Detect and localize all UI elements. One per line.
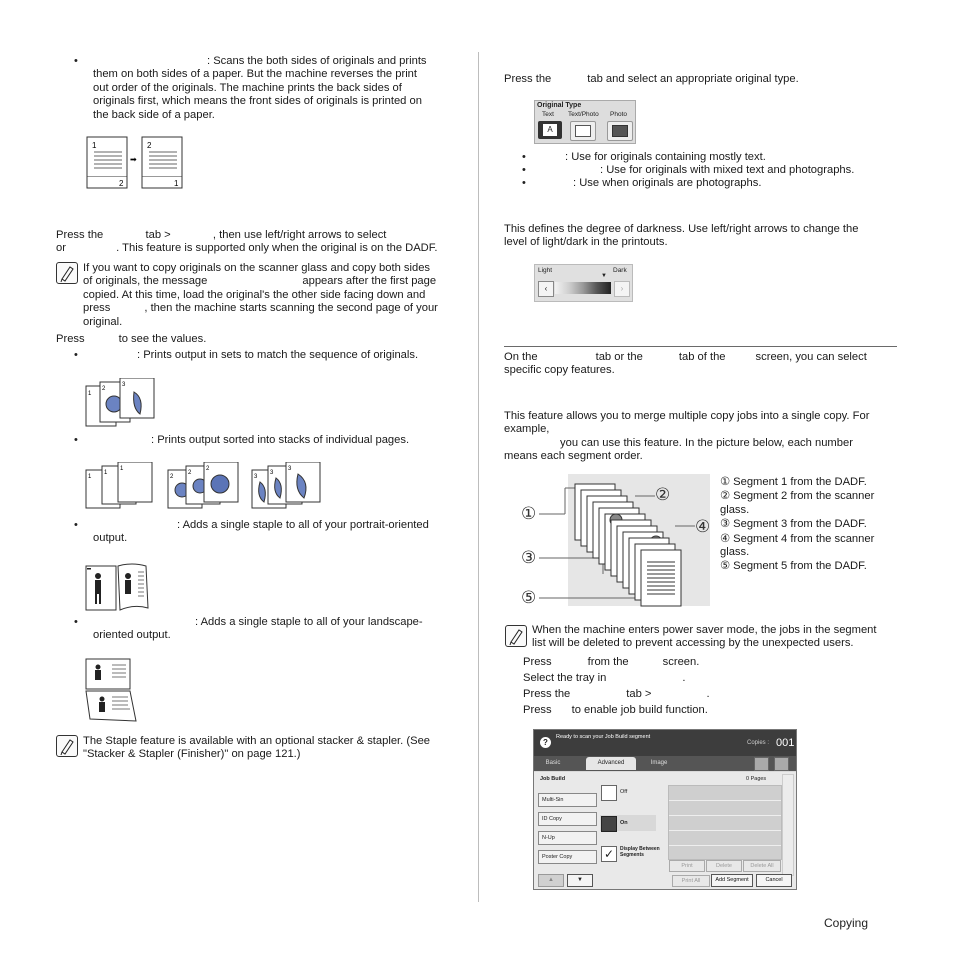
segment-marker-5: ⑤ [521, 588, 537, 608]
delete-all-button[interactable]: Delete All [743, 860, 781, 872]
duplex-instruction: Press the tab > , then use left/right arrows to select or . This feature is supported only when the original is on the DADF. [56, 229, 438, 255]
bullet: • [522, 151, 526, 163]
display-between-checkbox[interactable]: ✓ [601, 846, 617, 862]
step-4: Press to enable job build function. [523, 704, 708, 716]
svg-text:3: 3 [288, 466, 292, 472]
job-build-screen [533, 729, 797, 890]
uncollated-figure [84, 462, 326, 510]
bullet: • [522, 164, 526, 176]
copies-label: Copies : [747, 740, 770, 746]
section-title: Job Build [540, 776, 566, 782]
original-type-label: Text [542, 111, 554, 118]
textphoto-type-desc: : Use for originals with mixed text and photographs. [600, 164, 855, 176]
print-all-button[interactable]: Print All [672, 875, 710, 887]
letter-a-icon: A [543, 124, 557, 136]
svg-text:1: 1 [92, 141, 97, 150]
segment-legend: ① Segment 1 from the DADF. ② Segment 2 from the scanner glass. ③ Segment 3 from the DADF. ④ Segment 4 from the scanner glass. ⑤ Segment 5 from the DADF. [720, 475, 875, 573]
collated-text: : Prints output in sets to match the sequence of originals. [137, 349, 419, 361]
page-down-button[interactable]: ▼ [567, 874, 593, 887]
original-type-label: Photo [610, 111, 627, 118]
advanced-intro: On the tab or the tab of the screen, you can select specific copy features. [504, 351, 867, 377]
svg-text:2: 2 [170, 474, 174, 480]
step-2: Select the tray in . [523, 672, 686, 684]
svg-text:1: 1 [88, 391, 92, 397]
off-label: Off [620, 789, 628, 795]
svg-text:3: 3 [270, 470, 274, 476]
home-icon[interactable] [774, 757, 789, 771]
n-up-button[interactable]: N-Up [538, 831, 597, 845]
poster-copy-button[interactable]: Poster Copy [538, 850, 597, 864]
on-label: On [620, 820, 628, 826]
photo-type-desc: : Use when originals are photographs. [573, 177, 762, 189]
svg-text:1: 1 [104, 470, 108, 476]
darkness-widget [534, 264, 633, 302]
note-power-saver: When the machine enters power saver mode, the jobs in the segment list will be deleted to prevent accessing by the unexpected users. [532, 624, 877, 650]
svg-text:2: 2 [206, 466, 210, 472]
uncollated-text: : Prints output sorted into stacks of individual pages. [151, 434, 410, 446]
original-type-text-button[interactable] [538, 121, 562, 139]
duplex-reverse-figure [86, 136, 186, 192]
status-message: Ready to scan your Job Build segment [556, 734, 651, 740]
note-scanner-glass: If you want to copy originals on the scanner glass and copy both sides of originals, the message appears after the first page copied. At this time, load the original's the other side facing down and press , then the machine starts scanning the second page of your original. [83, 262, 438, 328]
svg-text:2: 2 [147, 141, 152, 150]
help-icon[interactable]: ? [540, 737, 551, 748]
segment-figure [515, 474, 715, 608]
bullet: • [74, 55, 78, 67]
svg-text:1: 1 [120, 466, 124, 472]
staple-landscape-text: : Adds a single staple to all of your landscape- oriented output. [93, 616, 423, 642]
segment-marker-1: ① [521, 504, 537, 524]
segment-list[interactable] [668, 785, 782, 860]
svg-text:2: 2 [102, 386, 106, 392]
multi-sin-button[interactable]: Multi-Sin [538, 793, 597, 807]
on-radio[interactable] [601, 816, 617, 832]
note-staple: The Staple feature is available with an optional stacker & stapler. (See "Stacker & Stapler (Finisher)" on page 121.) [83, 735, 431, 761]
delete-button[interactable]: Delete [706, 860, 742, 872]
list-scrollbar[interactable] [782, 774, 794, 876]
original-type-photo-button[interactable] [607, 121, 633, 141]
id-copy-button[interactable]: ID Copy [538, 812, 597, 826]
dark-label: Dark [613, 267, 627, 274]
off-radio[interactable] [601, 785, 617, 801]
note-icon [56, 735, 78, 757]
photo-icon [612, 125, 628, 137]
step-1: Press from the screen. [523, 656, 700, 668]
tab-basic[interactable]: Basic [545, 760, 561, 766]
bullet: • [74, 434, 78, 446]
segment-marker-3: ③ [521, 548, 537, 568]
original-type-textphoto-button[interactable] [570, 121, 596, 141]
darkness-right-arrow[interactable]: › [614, 281, 630, 297]
tab-image[interactable]: Image [650, 760, 668, 766]
original-type-label: Text/Photo [568, 111, 599, 118]
text-photo-icon [575, 125, 591, 137]
bullet: • [522, 177, 526, 189]
staple-portrait-text: : Adds a single staple to all of your portrait-oriented output. [93, 519, 429, 545]
note-icon [56, 262, 78, 284]
staple-portrait-figure [84, 562, 154, 612]
bullet: • [74, 349, 78, 361]
page-count: 0 Pages [746, 776, 767, 782]
original-type-title: Original Type [537, 102, 582, 109]
original-type-widget [534, 100, 636, 144]
scroll-up-icon[interactable] [754, 757, 769, 771]
pointer-down-icon: ▼ [601, 273, 607, 279]
page-up-button[interactable]: ▲ [538, 874, 564, 887]
note-icon [505, 625, 527, 647]
svg-text:1: 1 [88, 474, 92, 480]
svg-text:3: 3 [122, 382, 126, 388]
darkness-text: This defines the degree of darkness. Use left/right arrows to change the level of light/dark in the printouts. [504, 223, 859, 249]
original-type-instruction: Press the tab and select an appropriate original type. [504, 73, 799, 85]
step-3: Press the tab > . [523, 688, 710, 700]
section-rule [504, 346, 897, 347]
column-divider [478, 52, 479, 902]
svg-text:2: 2 [119, 179, 124, 188]
job-build-intro: This feature allows you to merge multiple copy jobs into a single copy. For example, you can use this feature. In the picture below, each number means each segment order. [504, 410, 870, 463]
segment-marker-2: ② [655, 485, 671, 505]
duplex-reverse-text: : Scans the both sides of originals and prints them on both sides of a paper. But the machine reverses the print out order of the originals. The machine prints the back sides of originals first, which means the front sides of originals is printed on the back side of a paper. [93, 55, 427, 121]
cancel-button[interactable]: Cancel [756, 874, 792, 887]
copies-value: 001 [776, 737, 795, 749]
svg-text:➡: ➡ [130, 155, 137, 164]
segment-marker-4: ④ [695, 517, 711, 537]
svg-text:3: 3 [254, 474, 258, 480]
print-segment-button[interactable]: Print [669, 860, 705, 872]
press-values: Press to see the values. [56, 333, 207, 345]
darkness-scale[interactable] [555, 282, 611, 294]
darkness-left-arrow[interactable]: ‹ [538, 281, 554, 297]
svg-text:1: 1 [174, 179, 179, 188]
add-segment-button[interactable]: Add Segment [711, 874, 753, 887]
bullet: • [74, 616, 78, 628]
display-between-label: Display Between Segments [620, 846, 660, 858]
bullet: • [74, 519, 78, 531]
tab-advanced[interactable]: Advanced [586, 757, 636, 770]
svg-text:2: 2 [188, 470, 192, 476]
text-type-desc: : Use for originals containing mostly text. [565, 151, 766, 163]
staple-landscape-figure [84, 657, 140, 725]
collated-figure [84, 378, 164, 428]
light-label: Light [538, 267, 553, 274]
footer-section-title: Copying [824, 916, 869, 930]
